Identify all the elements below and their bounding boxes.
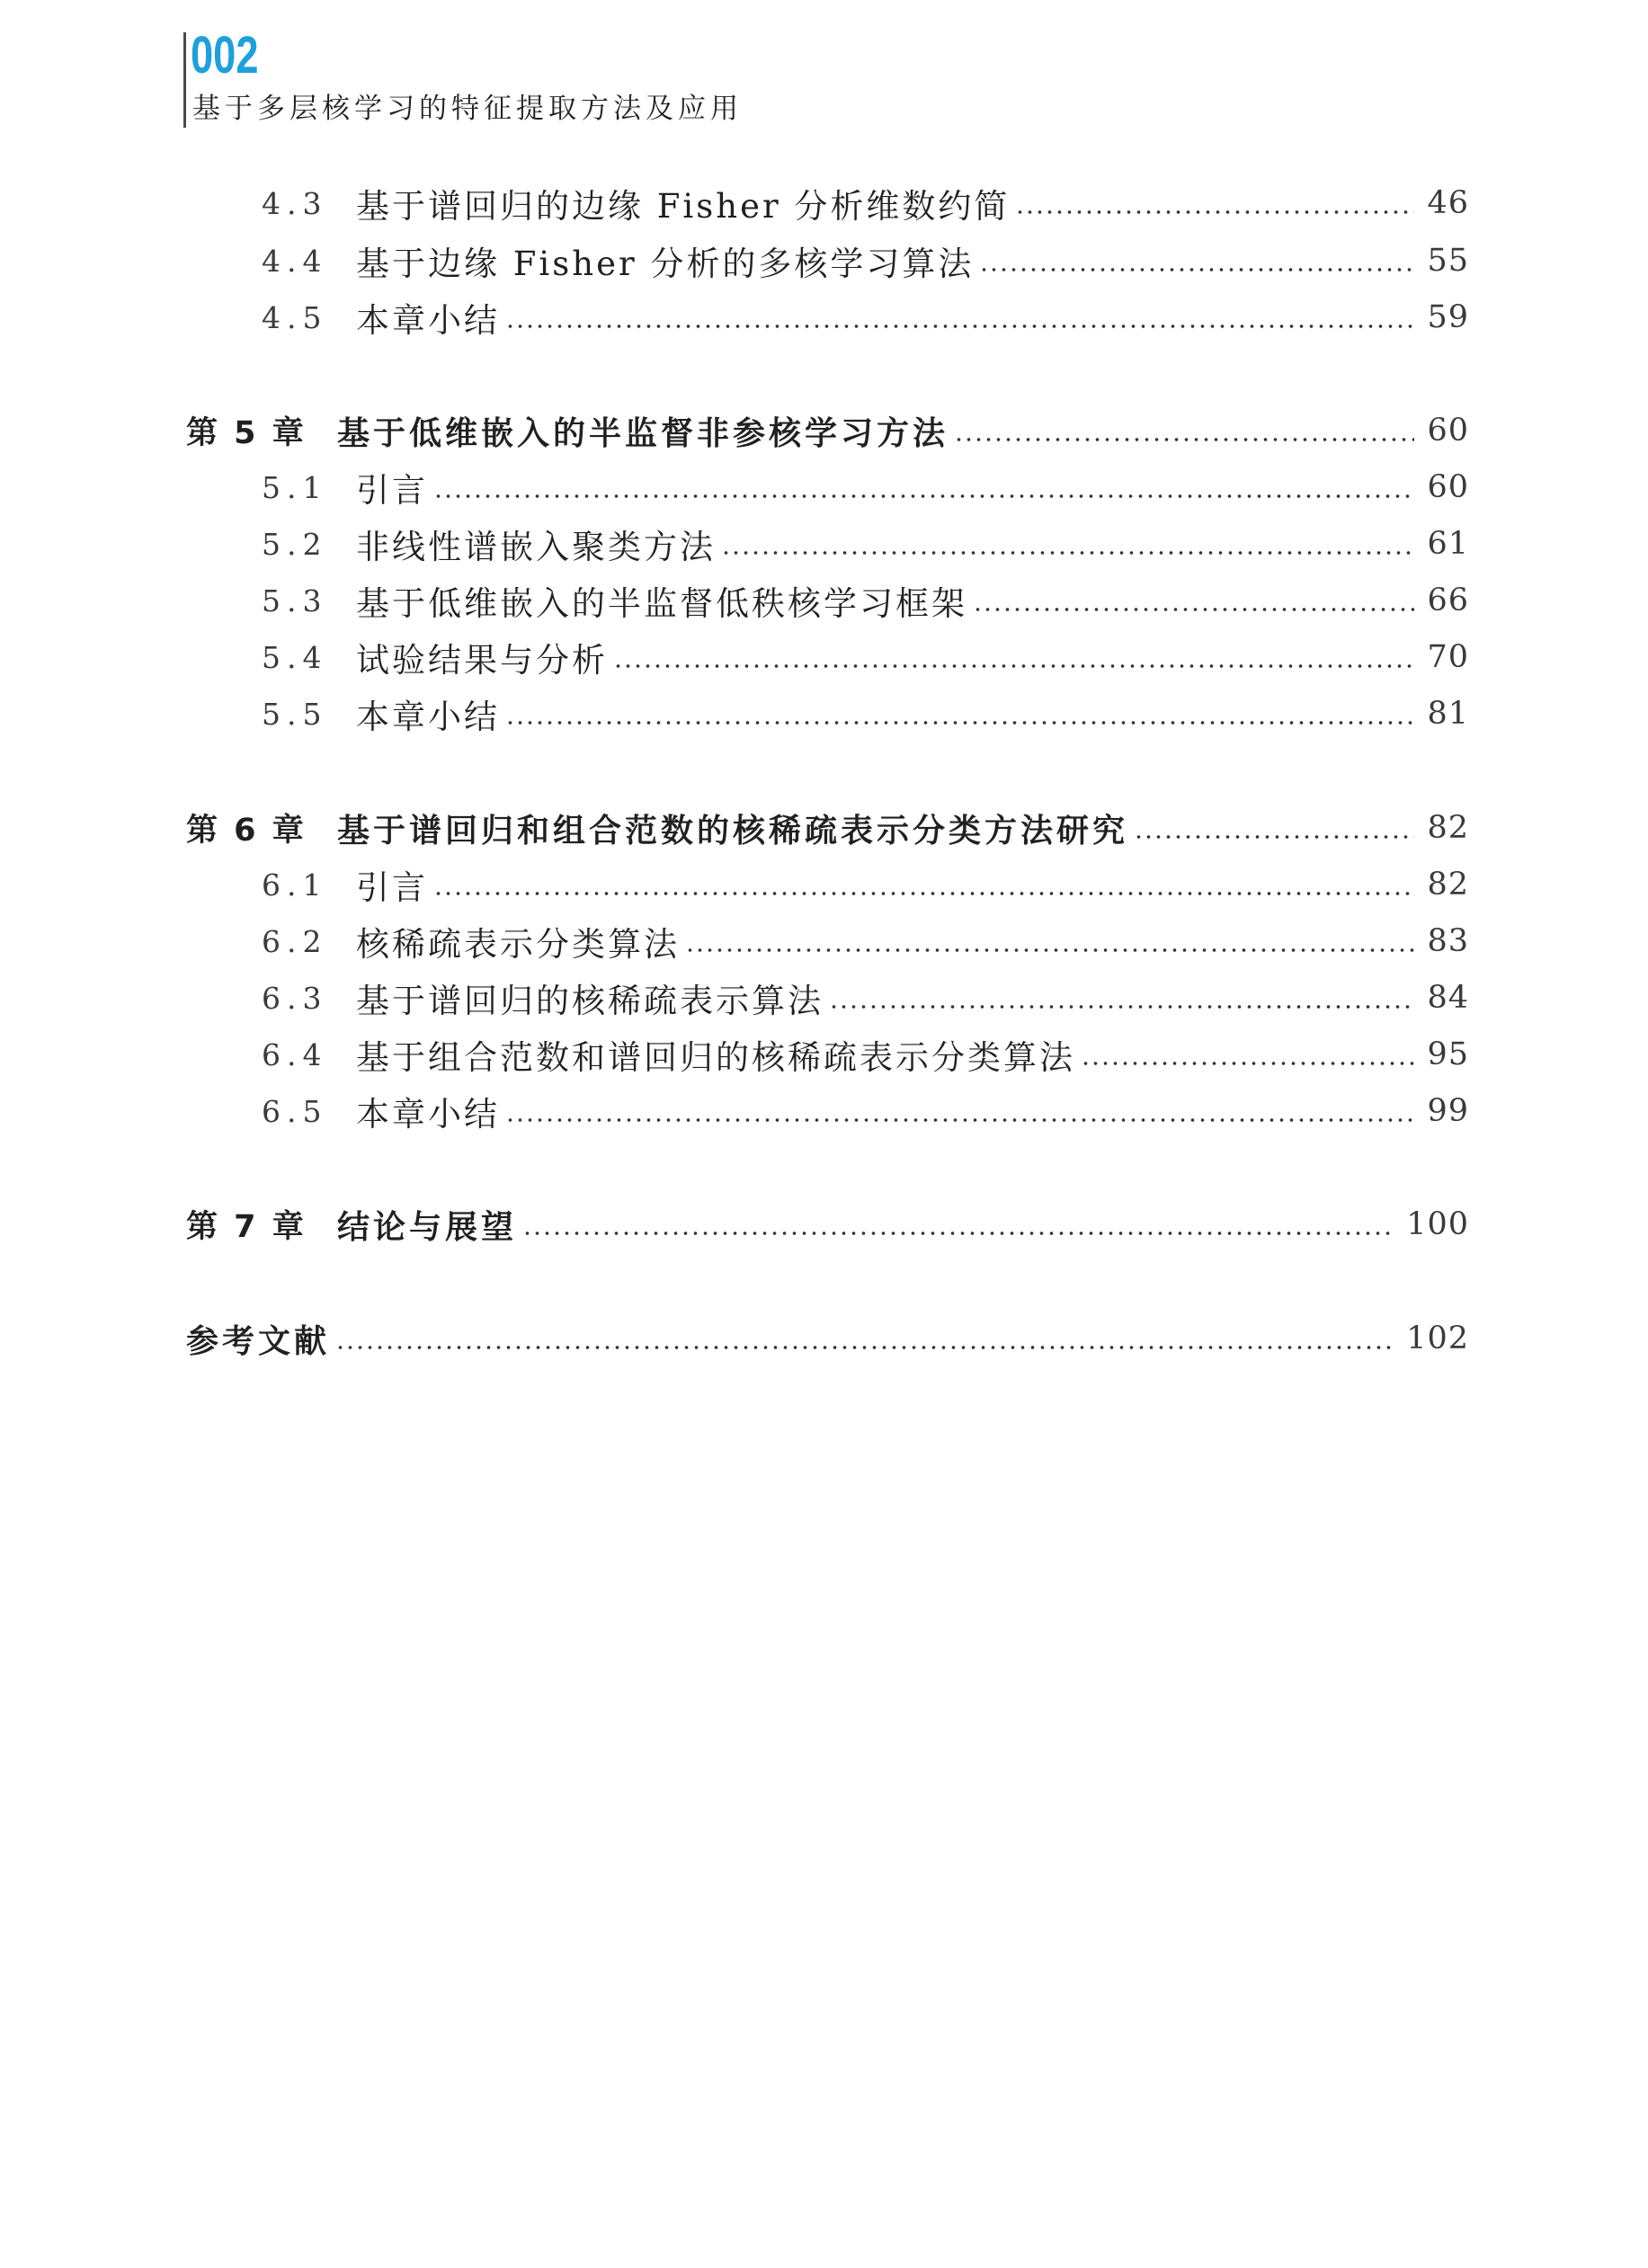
chapter-label: 第 6 章 (186, 813, 307, 849)
section-title: 本章小结 (356, 301, 500, 340)
section-number: 6.4 (262, 1036, 328, 1072)
page-number: 61 (1427, 526, 1469, 562)
section-number: 4.5 (262, 299, 328, 335)
section-title: 试验结果与分析 (356, 641, 608, 680)
dot-leader (973, 578, 1414, 623)
chapter-title: 结论与展望 (337, 1208, 518, 1246)
page-number: 59 (1427, 299, 1469, 335)
page-number: 99 (1427, 1093, 1469, 1129)
toc-chapter-6 (186, 805, 1469, 850)
toc-chapter-5 (186, 408, 1469, 453)
page-number: 46 (1427, 185, 1469, 221)
dot-leader (954, 408, 1414, 453)
toc-entry-6-2 (262, 919, 1469, 964)
section-number: 6.2 (262, 923, 328, 959)
dot-leader (1134, 805, 1414, 850)
dot-leader (829, 975, 1414, 1020)
section-title: 引言 (356, 471, 428, 510)
book-title: 基于多层核学习的特征提取方法及应用 (192, 93, 743, 125)
section-title: 基于谱回归的边缘 Fisher 分析维数约简 (356, 187, 1011, 226)
section-number: 5.5 (262, 696, 328, 732)
section-title: 基于低维嵌入的半监督低秩核学习框架 (356, 584, 967, 623)
dot-leader (613, 635, 1414, 680)
dot-leader (1015, 181, 1414, 226)
dot-leader (335, 1316, 1394, 1361)
toc-entry-5-4 (262, 635, 1469, 680)
section-number: 6.1 (262, 867, 328, 903)
dot-leader (721, 521, 1414, 566)
dot-leader (505, 691, 1414, 736)
toc-references (186, 1316, 1469, 1361)
toc-entry-5-5 (262, 691, 1469, 736)
toc-entry-4-3 (262, 181, 1469, 226)
toc-entry-5-3 (262, 578, 1469, 623)
dot-leader (433, 465, 1414, 510)
dot-leader (505, 295, 1414, 340)
page-number-header: 002 (191, 26, 259, 84)
chapter-label: 第 5 章 (186, 415, 307, 451)
header-rule (183, 32, 186, 128)
page-number: 81 (1427, 696, 1469, 732)
section-title: 基于组合范数和谱回归的核稀疏表示分类算法 (356, 1038, 1075, 1077)
section-title: 本章小结 (356, 698, 500, 736)
section-number: 5.2 (262, 526, 328, 562)
dot-leader (1081, 1032, 1414, 1077)
page-number: 66 (1427, 583, 1469, 618)
toc-entry-5-2 (262, 521, 1469, 566)
section-number: 4.4 (262, 243, 328, 279)
section-title: 非线性谱嵌入聚类方法 (356, 528, 716, 566)
toc-entry-6-3 (262, 975, 1469, 1020)
dot-leader (685, 919, 1414, 964)
toc-entry-4-4 (262, 238, 1469, 283)
toc-entry-6-5 (262, 1089, 1469, 1134)
page-number: 60 (1427, 413, 1469, 449)
chapter-label: 第 7 章 (186, 1209, 307, 1245)
section-number: 5.1 (262, 469, 328, 505)
toc-entry-6-1 (262, 862, 1469, 907)
dot-leader (522, 1202, 1394, 1247)
toc-chapter-7 (186, 1202, 1469, 1247)
section-number: 6.5 (262, 1093, 328, 1129)
page-number: 84 (1427, 980, 1469, 1016)
chapter-title: 基于低维嵌入的半监督非参核学习方法 (337, 414, 949, 452)
section-number: 6.3 (262, 980, 328, 1016)
section-title: 基于边缘 Fisher 分析的多核学习算法 (356, 245, 975, 283)
section-number: 4.3 (262, 185, 328, 221)
page-number: 60 (1427, 469, 1469, 505)
section-number: 5.4 (262, 639, 328, 675)
page-number: 82 (1427, 867, 1469, 903)
section-title: 本章小结 (356, 1095, 500, 1134)
page-number: 100 (1406, 1206, 1469, 1242)
page-number: 95 (1427, 1036, 1469, 1072)
chapter-title: 基于谱回归和组合范数的核稀疏表示分类方法研究 (337, 812, 1129, 849)
page-number: 82 (1427, 810, 1469, 846)
toc-entry-5-1 (262, 465, 1469, 510)
page-number: 70 (1427, 639, 1469, 675)
page-number: 83 (1427, 923, 1469, 959)
section-number: 5.3 (262, 583, 328, 618)
dot-leader (979, 238, 1414, 283)
page-number: 55 (1427, 243, 1469, 279)
dot-leader (433, 862, 1414, 907)
references-title: 参考文献 (186, 1322, 331, 1360)
section-title: 基于谱回归的核稀疏表示算法 (356, 982, 824, 1020)
dot-leader (505, 1089, 1414, 1134)
section-title: 引言 (356, 868, 428, 907)
toc-entry-6-4 (262, 1032, 1469, 1077)
toc-entry-4-5 (262, 295, 1469, 340)
section-title: 核稀疏表示分类算法 (356, 925, 680, 964)
page-number: 102 (1406, 1321, 1469, 1356)
